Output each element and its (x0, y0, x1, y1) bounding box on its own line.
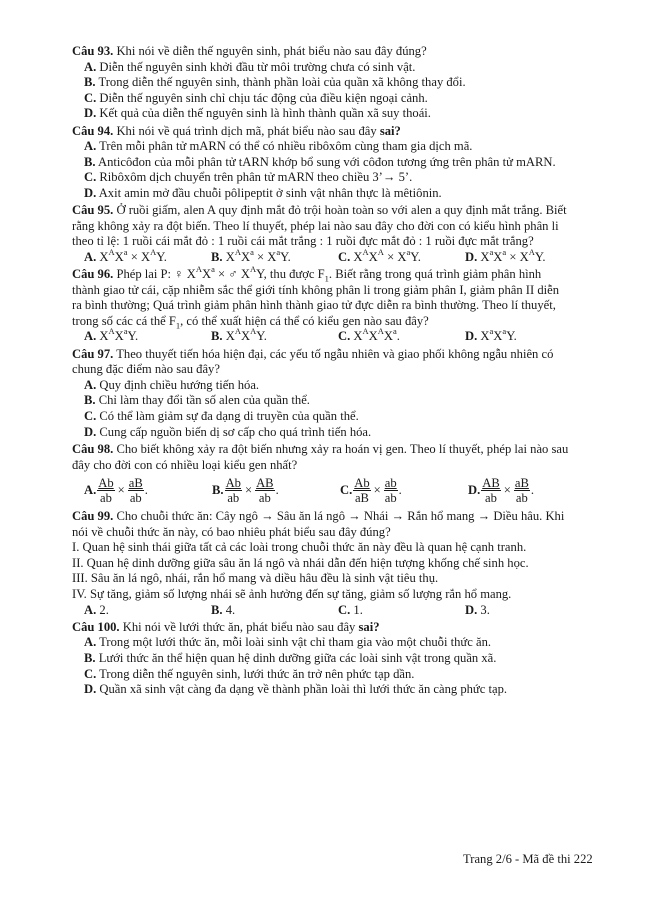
statement-3: III. Sâu ăn lá ngô, nhái, rắn hổ mang và diều hâu đều là sinh vật tiêu thụ. (72, 571, 439, 586)
option-b: B. Lưới thức ăn thể hiện quan hệ dinh dưỡng giữa các loài sinh vật trong quần xã. (84, 650, 497, 665)
question-stem: Câu 98. Cho biết không xảy ra đột biến nhưng xảy ra hoán vị gen. Theo lí thuyết, phép lai nào sau (72, 442, 569, 457)
question-93 (72, 44, 602, 122)
option-d: D. Quần xã sinh vật càng đa dạng về thành phần loài thì lưới thức ăn càng phức tạp. (84, 682, 508, 697)
answer-c: C. $X^AX^AX^a$. (338, 326, 400, 344)
question-99: Câu 99. Cho chuỗi thức ăn: Cây ngô → Sâu ăn lá ngô → Nhái → Rắn hổ mang → Diều hâu. Khi nói về chuỗi thức ăn này, có bao nhiêu phát biểu sau đây đúng? I. Quan hệ sinh thái giữa tất cả các loài trong chuỗi thức ăn này đều là quan hệ cạnh tranh. II. Quan hệ dinh dưỡng giữa sâu ăn lá ngô và nhái dẫn đến hiện tượng khống chế sinh học. III. Sâu ăn lá ngô, nhái, rắn hổ mang và diều hâu đều là sinh vật tiêu thụ. IV. Sự tăng, giảm số lượng nhái sẽ ảnh hưởng đến sự tăng, giảm số lượng rắn hổ mang. A. 2. B. 4. C. 1. D. 3. (72, 509, 602, 618)
answer-c: C. $\frac{Ab}{aB}$ × $\frac{ab}{ab}$ . (340, 475, 402, 505)
question-number: Câu 94. (72, 123, 114, 138)
answer-d: D. $\frac{AB}{ab}$ × $\frac{aB}{ab}$ . (468, 475, 535, 505)
genotype-fraction: $\frac{Ab}{aB}$ (354, 475, 370, 505)
genotype-fraction: $\frac{aB}{ab}$ (514, 475, 529, 505)
genotype-fraction: $\frac{AB}{ab}$ (256, 475, 274, 505)
question-stem: Câu 100. Khi nói về lưới thức ăn, phát biểu nào sau đây sai? (72, 619, 380, 634)
answer-d: D. 3. (465, 602, 490, 617)
option-d: D. Axit amin mở đầu chuỗi pôlipeptit ở sinh vật nhân thực là mêtiônin. (84, 185, 442, 200)
question-number: Câu 95. (72, 203, 114, 218)
genotype-fraction: $\frac{aB}{ab}$ (128, 475, 143, 505)
question-number: Câu 96. (72, 267, 114, 282)
answer-b: B. $\frac{Ab}{ab}$ × $\frac{AB}{ab}$ . (212, 475, 279, 505)
option-c: C. Ribôxôm dịch chuyển trên phân tử mARN theo chiều 3’→ 5’. (84, 170, 413, 185)
answer-b: B. $X^AX^AY$. (211, 326, 267, 344)
question-stem: Câu 99. Cho chuỗi thức ăn: Cây ngô → Sâu ăn lá ngô → Nhái → Rắn hổ mang → Diều hâu. Khi (72, 509, 565, 523)
answer-b: B. $X^AX^a \times X^aY$. (211, 246, 291, 264)
question-100 (72, 620, 602, 698)
option-b: B. Trong diễn thế nguyên sinh, thành phần loài của quần xã không thay đổi. (84, 75, 466, 90)
option-b: B. Anticôđon của mỗi phân tử tARN khớp bổ sung với côđon tương ứng trên phân tử mARN. (84, 154, 556, 169)
answer-a: A. $X^AX^aY$. (84, 326, 139, 344)
option-c: C. Trong diễn thế nguyên sinh, lưới thức ăn trở nên phức tạp dần. (84, 666, 415, 681)
question-stem (72, 44, 602, 60)
question-98: Câu 98. Cho biết không xảy ra đột biến nhưng xảy ra hoán vị gen. Theo lí thuyết, phép lai nào sau đây cho đời con có nhiều loại kiểu gen nhất? A. $\frac{Ab}{ab}$ × $\frac{aB}{ab}$ . B. $\frac{Ab}{ab}$ × $\frac{AB}{ab}$ . C. $\frac{Ab}{aB}$ × $\frac{ab}{ab}$ . D. $\frac{AB}{ab}$ × $\frac{aB}{ab}$ . (72, 442, 602, 507)
question-number: Câu 93. (72, 44, 114, 58)
genotype-fraction: $\frac{AB}{ab}$ (482, 475, 500, 505)
question-96: Câu 96. Phép lai P: ♀ $X^AX^a$ × ♂ $X^AY$, thu được $F_1$. Biết rằng trong quá trình giảm phân hình thành giao tử cái, cặp nhiễm sắc thể giới tính không phân li trong giảm phân I, giảm phân II diễn ra bình thường; Quá trình giảm phân hình thành giao tử đực diễn ra bình thường. Theo lí thuyết, trong số các cá thể $F_1$, có thể xuất hiện cá thể có kiểu gen nào sau đây? A. $X^AX^aY$. B. $X^AX^AY$. C. $X^AX^AX^a$. D. $X^aX^aY$. (72, 267, 602, 345)
emphasis-word: sai (379, 123, 395, 138)
answer-d: D. $X^aX^a \times X^AY$. (465, 246, 546, 264)
question-text: Khi nói về diễn thế nguyên sinh, phát biểu nào sau đây đúng? (113, 44, 427, 58)
option-a: A. Diễn thế nguyên sinh khởi đầu từ môi trường chưa có sinh vật. (84, 59, 416, 74)
option-d: D. Kết quả của diễn thế nguyên sinh là hình thành quần xã suy thoái. (84, 106, 431, 121)
option-d: D. Cung cấp nguồn biến dị sơ cấp cho quá trình tiến hóa. (84, 424, 372, 439)
question-number: Câu 99. (72, 509, 114, 523)
answer-a: A. $X^AX^a \times X^AY$. (84, 246, 167, 264)
answer-c: C. $X^AX^A \times X^aY$. (338, 246, 421, 264)
question-stem: Câu 95. Ở ruồi giấm, alen A quy định mắt đỏ trội hoàn toàn so với alen a quy định mắt trắng. Biết (72, 203, 567, 218)
option-a: A. Trên mỗi phân tử mARN có thể có nhiều ribôxôm cùng tham gia dịch mã. (84, 139, 473, 154)
option-c: C. Diễn thế nguyên sinh chỉ chịu tác động của điều kiện ngoại cảnh. (84, 90, 428, 105)
question-stem: Câu 96. Phép lai P: ♀ $X^AX^a$ × ♂ $X^AY$, thu được $F_1$. Biết rằng trong quá trình giảm phân hình (72, 263, 542, 284)
genotype-fraction: $\frac{Ab}{ab}$ (225, 475, 241, 505)
statement-4: IV. Sự tăng, giảm số lượng nhái sẽ ảnh hưởng đến sự tăng, giảm số lượng rắn hổ mang. (72, 586, 512, 601)
question-stem: Câu 97. Theo thuyết tiến hóa hiện đại, các yếu tố ngẫu nhiên và giao phối không ngẫu nhiên có (72, 346, 554, 361)
genotype-fraction: $\frac{ab}{ab}$ (384, 475, 397, 505)
statement-1: I. Quan hệ sinh thái giữa tất cả các loài trong chuỗi thức ăn này đều là quan hệ cạnh tranh. (72, 540, 527, 555)
statement-2: II. Quan hệ dinh dưỡng giữa sâu ăn lá ngô và nhái dẫn đến hiện tượng khống chế sinh học. (72, 555, 529, 570)
answer-a: A. $\frac{Ab}{ab}$ × $\frac{aB}{ab}$ . (84, 475, 148, 505)
option-b: B. Chỉ làm thay đổi tần số alen của quần thể. (84, 393, 310, 408)
answer-row (72, 473, 602, 507)
option-c: C. Có thể làm giảm sự đa dạng di truyền của quần thể. (84, 409, 359, 424)
exam-content (72, 44, 602, 699)
genotype-fraction: $\frac{Ab}{ab}$ (98, 475, 114, 505)
question-97: Câu 97. Theo thuyết tiến hóa hiện đại, các yếu tố ngẫu nhiên và giao phối không ngẫu nhiên có chung đặc điểm nào sau đây? A. Quy định chiều hướng tiến hóa. B. Chỉ làm thay đổi tần số alen của quần thể. C. Có thể làm giảm sự đa dạng di truyền của quần thể. D. Cung cấp nguồn biến dị sơ cấp cho quá trình tiến hóa. (72, 347, 602, 441)
answer-c: C. 1. (338, 602, 363, 617)
page-footer: Trang 2/6 - Mã đề thi 222 (463, 852, 593, 866)
answer-b: B. 4. (211, 602, 236, 617)
answer-row (72, 603, 602, 619)
answer-row (72, 246, 602, 266)
question-number: Câu 100. (72, 619, 120, 634)
option-a: A. Trong một lưới thức ăn, mỗi loài sinh vật chỉ tham gia vào một chuỗi thức ăn. (84, 635, 492, 650)
answer-row (72, 326, 602, 345)
emphasis-word: sai (358, 619, 374, 634)
question-number: Câu 98. (72, 442, 114, 457)
question-stem: Câu 94. Khi nói về quá trình dịch mã, phát biểu nào sau đây sai? (72, 123, 401, 138)
question-number: Câu 97. (72, 346, 114, 361)
option-a: A. Quy định chiều hướng tiến hóa. (84, 377, 260, 392)
answer-a: A. 2. (84, 602, 109, 617)
question-94 (72, 124, 602, 202)
question-95: Câu 95. Ở ruồi giấm, alen A quy định mắt đỏ trội hoàn toàn so với alen a quy định mắt trắng. Biết rằng không xảy ra đột biến. Theo lí thuyết, phép lai nào sau đây cho đời con có kiểu hình phân li theo tỉ lệ: 1 ruồi cái mắt đỏ : 1 ruồi cái mắt trắng : 1 ruồi đực mắt đỏ : 1 ruồi đực mắt trắng? A. $X^AX^a \times X^AY$. B. $X^AX^a \times X^aY$. C. $X^AX^A \times X^aY$. D. $X^aX^a \times X^AY$. (72, 203, 602, 265)
answer-d: D. $X^aX^aY$. (465, 326, 517, 344)
